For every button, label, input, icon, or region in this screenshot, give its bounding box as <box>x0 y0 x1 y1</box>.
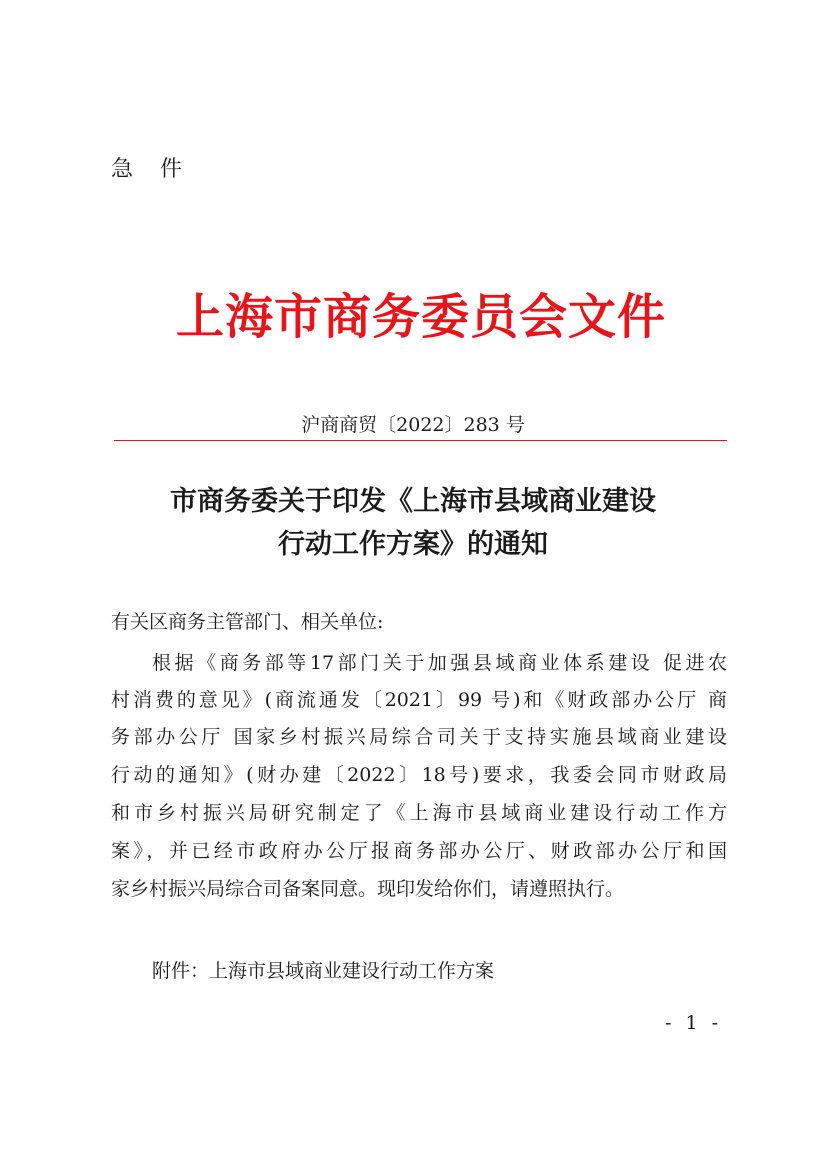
body-line: 和市乡村振兴局研究制定了《上海市县域商业建设行动工作方 <box>111 802 727 824</box>
urgency-label: 急 件 <box>111 157 192 182</box>
body-line: 根据《商务部等17部门关于加强县域商业体系建设 促进农 <box>152 652 727 674</box>
body-line: 案》，并已经市政府办公厅报商务部办公厅、财政部办公厅和国 <box>111 840 727 862</box>
document-number: 沪商商贸〔2022〕283 号 <box>301 414 525 436</box>
page-number: - 1 - <box>664 1012 722 1034</box>
body-line: 务部办公厅 国家乡村振兴局综合司关于支持实施县域商业建设 <box>111 726 727 748</box>
attachment-line: 附件：上海市县域商业建设行动工作方案 <box>152 960 495 982</box>
body-line: 村消费的意见》(商流通发〔2021〕99 号)和《财政部办公厅 商 <box>111 689 727 711</box>
salutation: 有关区商务主管部门、相关单位: <box>111 611 384 633</box>
notice-title-line-1: 市商务委关于印发《上海市县域商业建设 <box>170 486 656 517</box>
body-line: 行动的通知》(财办建〔2022〕18号)要求，我委会同市财政局 <box>111 764 727 786</box>
body-line: 家乡村振兴局综合司备案同意。现印发给你们，请遵照执行。 <box>111 878 625 900</box>
notice-title-line-2: 行动工作方案》的通知 <box>278 529 548 560</box>
red-separator-line <box>114 440 727 441</box>
issuing-org-title: 上海市商务委员会文件 <box>176 289 667 345</box>
